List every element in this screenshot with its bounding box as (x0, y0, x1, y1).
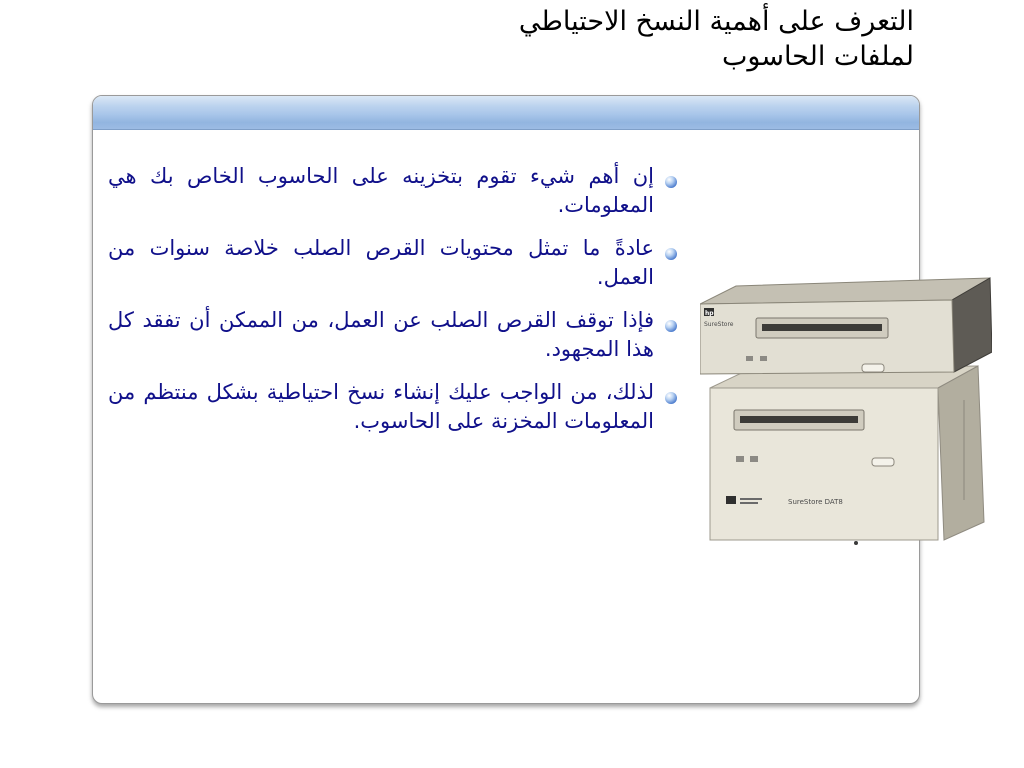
slide-title-line-2: لملفات الحاسوب (721, 41, 914, 72)
top-unit-label: SureStore (704, 321, 734, 328)
slide-title-line-1: التعرف على أهمية النسخ الاحتياطي (518, 6, 914, 37)
external-drive-enclosure (710, 366, 984, 545)
bullet-item (108, 306, 680, 364)
bottom-unit-label: SureStore DAT8 (788, 498, 843, 506)
bullet-dot-icon (665, 176, 677, 188)
internal-drive-unit (700, 278, 992, 374)
tape-drive-illustration (700, 260, 992, 560)
bullet-text: إن أهم شيء تقوم بتخزينه على الحاسوب الخاص بك هي المعلومات. (108, 164, 654, 217)
bullet-text: لذلك، من الواجب عليك إنشاء نسخ احتياطية بشكل منتظم من المعلومات المخزنة على الحاسوب. (108, 380, 654, 433)
bullet-dot-icon (665, 320, 677, 332)
content-panel-header-band (93, 96, 919, 130)
bullet-text: فإذا توقف القرص الصلب عن العمل، من الممكن أن تفقد كل هذا المجهود. (108, 308, 654, 361)
bullet-item (108, 162, 680, 220)
hp-logo: hp (705, 310, 714, 317)
bullet-dot-icon (665, 248, 677, 260)
bullet-item (108, 378, 680, 436)
bullet-list (108, 162, 680, 450)
slide-title (214, 4, 914, 74)
bullet-text: عادةً ما تمثل محتويات القرص الصلب خلاصة سنوات من العمل. (108, 236, 654, 289)
bullet-item (108, 234, 680, 292)
bullet-dot-icon (665, 392, 677, 404)
